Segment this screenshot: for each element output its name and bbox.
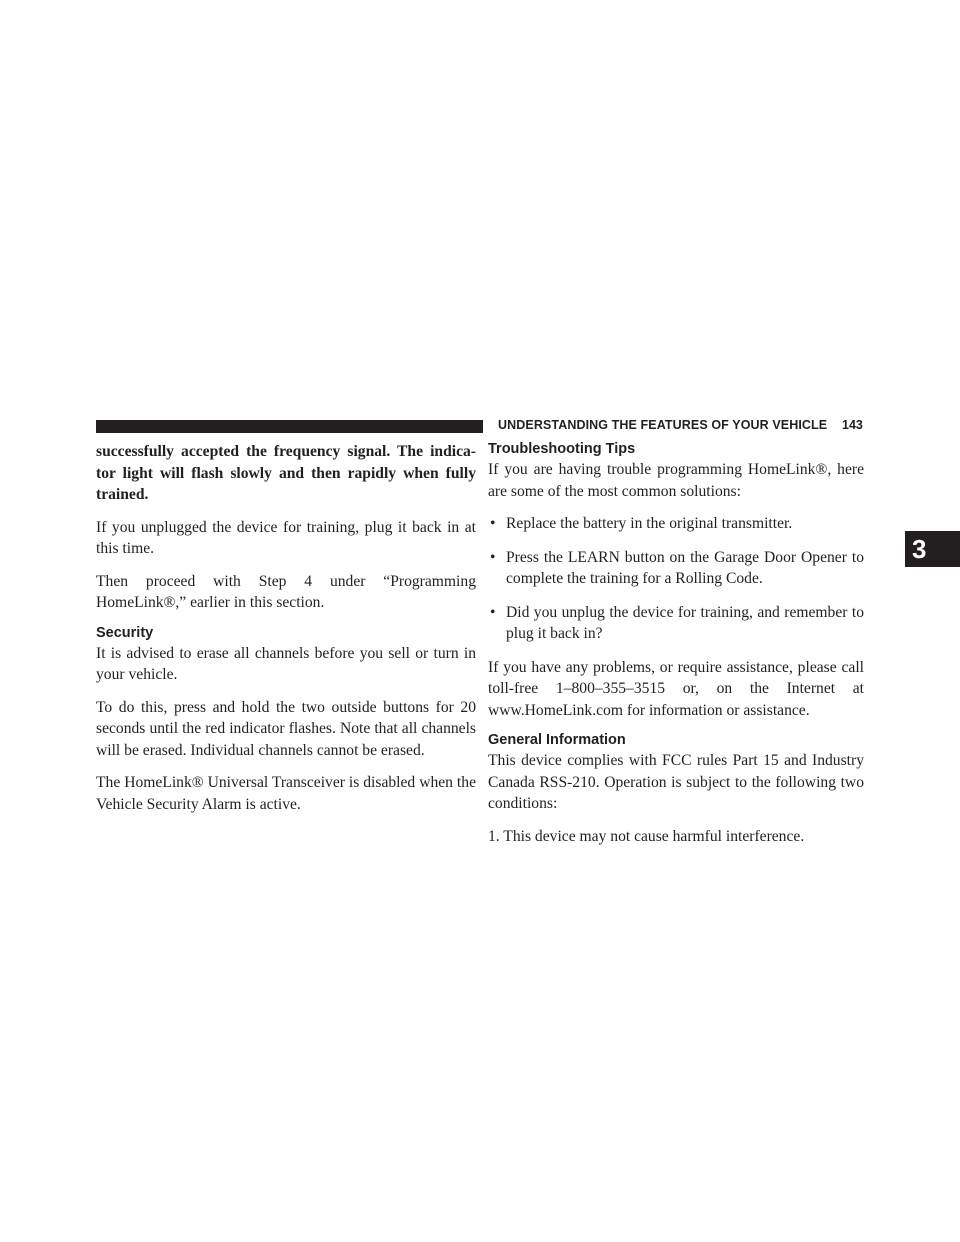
compliance-paragraph: This device complies with FCC rules Part 15 and Industry Canada RSS-210. Operation is subject to the following two conditions: [488,752,864,812]
section-tab: 3 [905,531,960,567]
bullet-icon: • [490,603,496,621]
proceed-paragraph: Then proceed with Step 4 under “Programming HomeLink®,” earlier in this section. [96,572,476,611]
list-item [488,602,864,645]
solutions-list [488,513,864,645]
left-column [96,441,476,826]
bullet-icon: • [490,515,496,532]
running-header-title: UNDERSTANDING THE FEATURES OF YOUR VEHICLE [498,418,828,432]
erase-instructions-paragraph: To do this, press and hold the two outside buttons for 20 seconds until the red indicator flashes. Note that all channels will be erased. Individual channels cannot be erased. [96,698,476,759]
page-number: 143 [842,418,863,432]
list-item [488,547,864,590]
general-information-heading: General Information [488,732,626,748]
condition-1-paragraph: 1. This device may not cause harmful interference. [488,827,805,845]
list-item [488,513,864,535]
bullet-icon: • [490,548,496,566]
continued-paragraph: successfully accepted the frequency signal. The indica- tor light will flash slowly and then rapidly when fully trained. [96,443,476,503]
assistance-paragraph: If you have any problems, or require assistance, please call toll-free 1–800–355–3515 or, on the Internet at www.HomeLink.com for information or assistance. [488,658,864,719]
list-item-text: Press the LEARN button on the Garage Door Opener to complete the training for a Rolling Code. [506,548,864,587]
list-item-text: Replace the battery in the original transmitter. [506,515,793,532]
list-item-text: Did you unplug the device for training, and remember to plug it back in? [506,603,864,642]
troubleshooting-heading: Troubleshooting Tips [488,441,636,457]
troubleshooting-intro: If you are having trouble programming HomeLink®, here are some of the most common solutions: [488,461,864,500]
right-column [488,441,864,858]
replug-paragraph: If you unplugged the device for training, plug it back in at this time. [96,518,476,557]
alarm-note-paragraph: The HomeLink® Universal Transceiver is disabled when the Vehicle Security Alarm is active. [96,774,476,813]
erase-advice-paragraph: It is advised to erase all channels before you sell or turn in your vehicle. [96,644,476,683]
security-heading: Security [96,624,154,641]
header-rule [96,420,483,433]
